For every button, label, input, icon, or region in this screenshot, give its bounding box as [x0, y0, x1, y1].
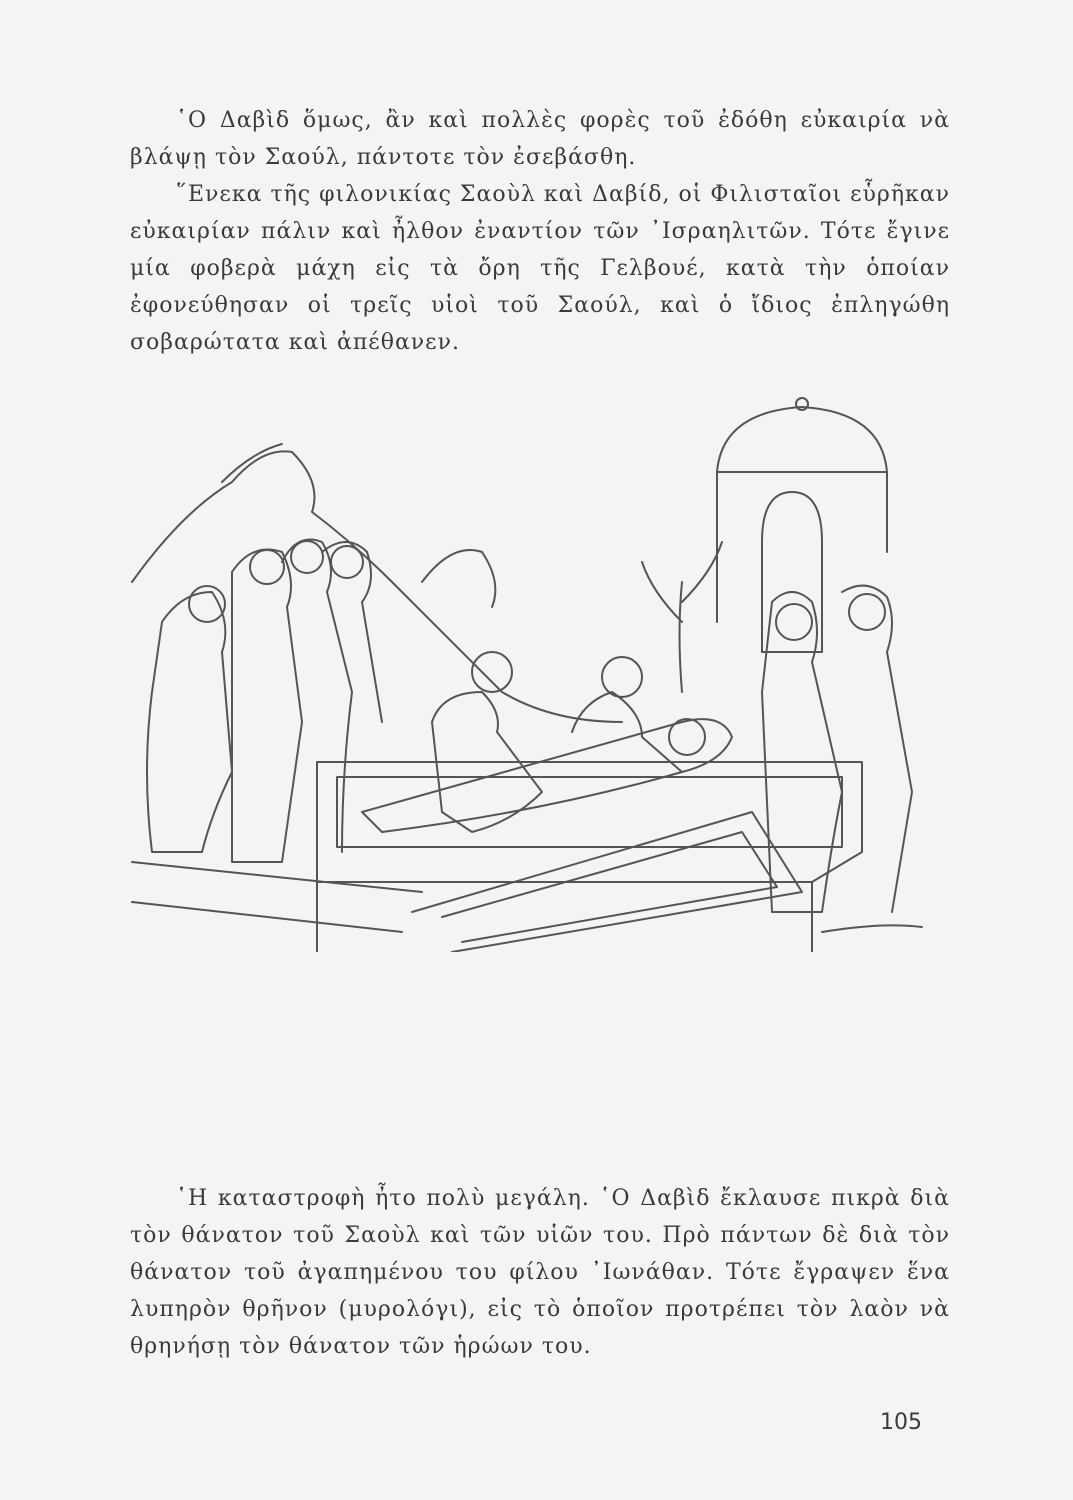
page-number: 105	[880, 1410, 922, 1435]
bottom-text-block	[130, 1180, 950, 1365]
paragraph-3: ῾Η καταστροφὴ ἦτο πολὺ μεγάλη. ῾Ο Δαβὶδ ἔκλαυσε πικρὰ διὰ τὸν θάνατον τοῦ Σαοὺλ καὶ τῶν υἱῶν του. Πρὸ πάντων δὲ διὰ τὸν θάνατον τοῦ ἀγαπημένου του φίλου ᾿Ιωνάθαν. Τότε ἔγραψεν ἕνα λυπηρὸν θρῆνον (μυρολόγι), εἰς τὸ ὁποῖον προτρέπει τὸν λαὸν νὰ θρηνήσῃ τὸν θάνατον τῶν ἡρώων του.	[130, 1186, 950, 1359]
burial-illustration	[122, 392, 928, 952]
top-text-block	[130, 102, 950, 361]
paragraph-2: ῞Ενεκα τῆς φιλονικίας Σαοὺλ καὶ Δαβίδ, οἱ Φιλισταῖοι εὗρῆκαν εὐκαιρίαν πάλιν καὶ ἦλθον ἐναντίον τῶν ᾿Ισραηλιτῶν. Τότε ἔγινε μία φοβερὰ μάχη εἰς τὰ ὄρη τῆς Γελβουέ, κατὰ τὴν ὁποίαν ἐφονεύθησαν οἱ τρεῖς υἱοὶ τοῦ Σαούλ, καὶ ὁ ἴδιος ἐπληγώθη σοβαρώτατα καὶ ἀπέθανεν.	[130, 182, 950, 355]
paragraph-1: ῾Ο Δαβὶδ ὅμως, ἂν καὶ πολλὲς φορὲς τοῦ ἐδόθη εὐκαιρία νὰ βλάψῃ τὸν Σαούλ, πάντοτε τὸν ἐσεβάσθη.	[130, 108, 950, 170]
